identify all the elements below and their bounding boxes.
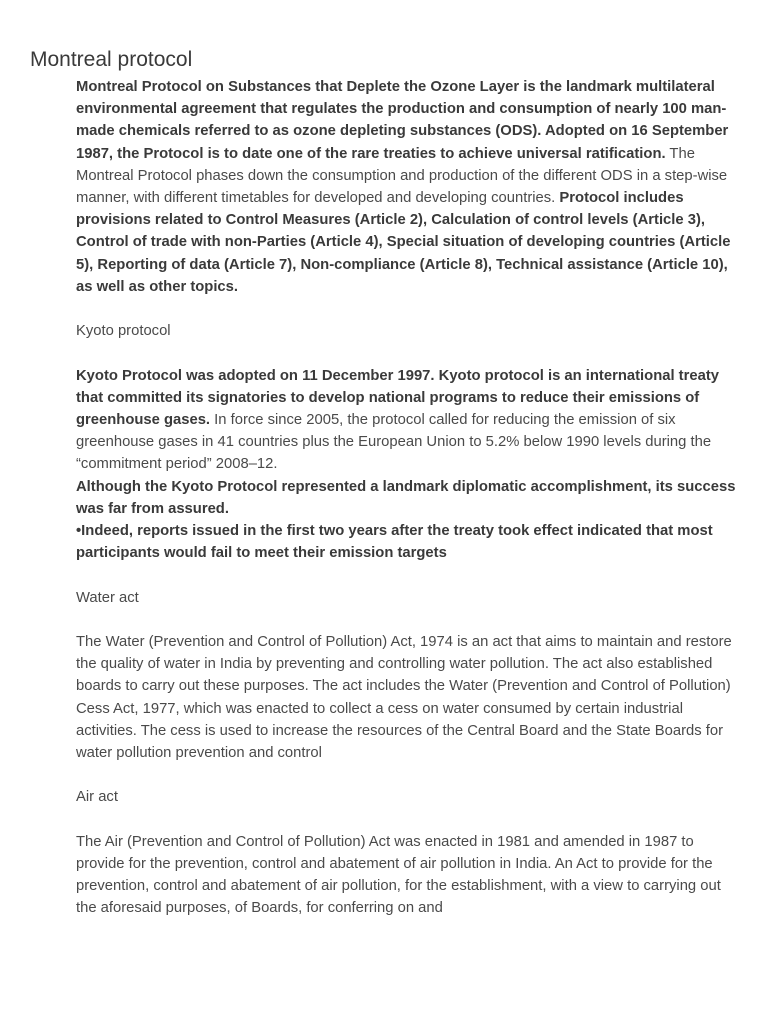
kyoto-bold-2: Although the Kyoto Protocol represented a landmark diplomatic accomplishment, its success was far from assured.	[76, 478, 736, 517]
page-title: Montreal protocol	[30, 48, 193, 71]
water-paragraph: The Water (Prevention and Control of Pollution) Act, 1974 is an act that aims to maintain and restore the quality of water in India by preventing and controlling water pollution. The act also established boards to carry out these purposes. The act includes the Water (Prevention and Control of Pollution) Cess Act, 1977, which was enacted to collect a cess on water consumed by certain industrial activities. The cess is used to increase the resources of the Central Board and the State Boards for water pollution prevention and control	[76, 634, 732, 762]
air-heading: Air act	[76, 789, 118, 806]
montreal-normal-1: The Montreal Protocol phases down the consumption and production of the different ODS in a step-wise manner, with different timetables for developed and developing countries.	[76, 145, 728, 207]
kyoto-paragraph	[76, 365, 740, 476]
spacer	[76, 564, 740, 586]
spacer	[76, 298, 740, 320]
document-content	[76, 76, 740, 920]
air-paragraph: The Air (Prevention and Control of Pollution) Act was enacted in 1981 and amended in 1987 to provide for the prevention, control and abatement of air pollution in India. An Act to provide for the prevention, control and abatement of air pollution, for the establishment, with a view to carrying out the aforesaid purposes, of Boards, for conferring on and	[76, 833, 721, 917]
kyoto-bold-1: Kyoto Protocol was adopted on 11 December 1997. Kyoto protocol is an international treaty that committed its signatories to develop national programs to reduce their emissions of greenhouse gases.	[76, 367, 719, 429]
kyoto-success-line	[76, 476, 740, 520]
water-heading: Water act	[76, 589, 139, 606]
montreal-paragraph	[76, 76, 740, 298]
spacer	[76, 764, 740, 786]
montreal-bold-1: Montreal Protocol on Substances that Deplete the Ozone Layer is the landmark multilateral environmental agreement that regulates the production and consumption of nearly 100 man-made chemicals referred to as ozone depleting substances (ODS). Adopted on 16 September 1987, the Protocol is to date one of the rare treaties to achieve universal ratification.	[76, 79, 729, 162]
kyoto-bullet	[76, 520, 740, 564]
spacer	[76, 609, 740, 631]
kyoto-normal-1: In force since 2005, the protocol called for reducing the emission of six greenhouse gases in 41 countries plus the European Union to 5.2% below 1990 levels during the “commitment period” 2008–12.	[76, 412, 712, 473]
spacer	[76, 809, 740, 831]
kyoto-bold-3: •Indeed, reports issued in the first two years after the treaty took effect indicated that most participants would fail to meet their emission targets	[76, 523, 713, 562]
montreal-bold-2: Protocol includes provisions related to Control Measures (Article 2), Calculation of control levels (Article 3), Control of trade with non-Parties (Article 4), Special situation of developing countries (Article 5), Reporting of data (Article 7), Non-compliance (Article 8), Technical assistance (Article 10), as well as other topics.	[76, 190, 731, 295]
kyoto-heading: Kyoto protocol	[76, 323, 171, 340]
spacer	[76, 342, 740, 364]
